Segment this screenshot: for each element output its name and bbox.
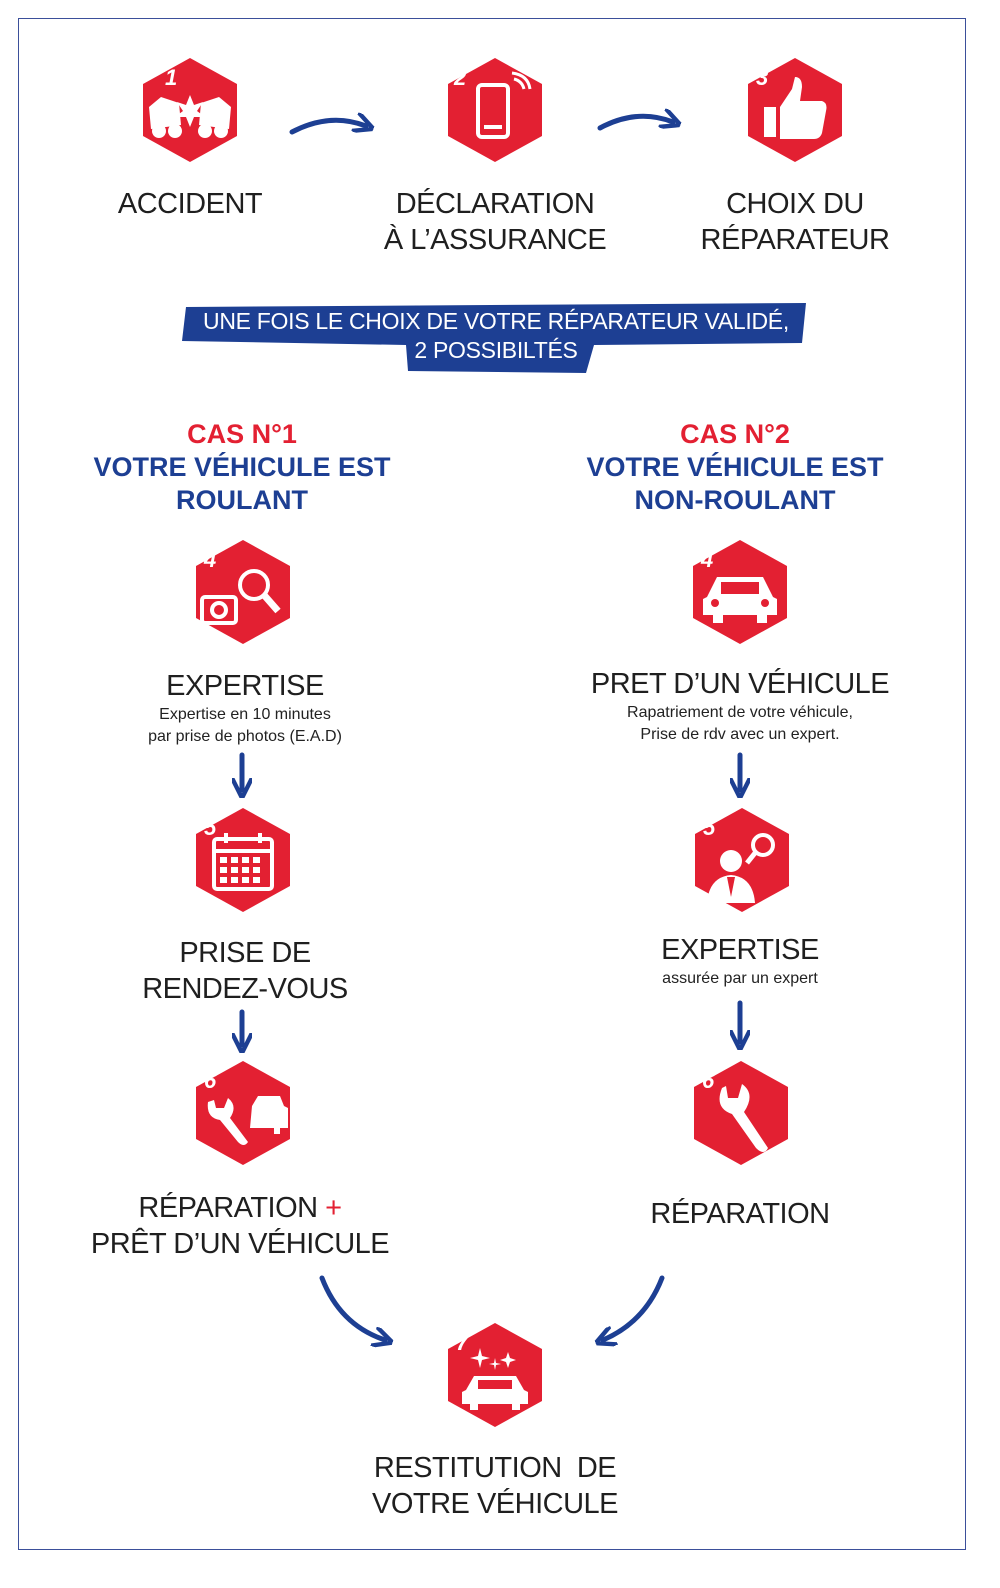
case1-step6-reparation-pret [188, 1058, 298, 1168]
label-case2-pret: PRET D’UN VÉHICULE [590, 668, 890, 700]
case2-step5-expertise [687, 805, 797, 915]
case1-step4-expertise [188, 537, 298, 647]
label-accident: ACCIDENT [117, 188, 263, 220]
arrow-c2-to-7 [603, 1278, 662, 1340]
label-case2-expertise: EXPERTISE [661, 934, 819, 966]
label-declaration: DÉCLARATION À L’ASSURANCE [383, 188, 607, 256]
svg-text:5: 5 [204, 815, 217, 840]
arrow-2-to-3 [600, 116, 673, 128]
svg-text:6: 6 [702, 1068, 715, 1093]
possibilities-banner [182, 303, 810, 373]
svg-text:4: 4 [204, 547, 217, 572]
banner-line-2: 2 POSSIBILTÉS [414, 337, 578, 363]
case-1-header: CAS N°1 VOTRE VÉHICULE EST ROULANT [93, 419, 391, 515]
step-number: 1 [165, 65, 178, 90]
label-case1-rendez-vous: PRISE DE RENDEZ-VOUS [142, 937, 348, 1005]
svg-text:5: 5 [703, 815, 716, 840]
case1-step5-rendez-vous [188, 805, 298, 915]
step-accident [135, 55, 245, 165]
step-choix-reparateur [740, 55, 850, 165]
banner-line-1: UNE FOIS LE CHOIX DE VOTRE RÉPARATEUR VALIDÉ, [203, 308, 789, 334]
svg-text:2: 2 [454, 65, 467, 90]
step-restitution [440, 1320, 550, 1430]
case2-step4-pret-vehicule [685, 537, 795, 647]
label-choix: CHOIX DU RÉPARATEUR [700, 188, 890, 256]
svg-text:4: 4 [701, 547, 714, 572]
case2-pret-description: Rapatriement de votre véhicule, Prise de rdv avec un expert. [627, 704, 853, 743]
svg-text:6: 6 [204, 1068, 217, 1093]
arrow-1-to-2 [292, 120, 366, 132]
case2-step6-reparation [686, 1058, 796, 1168]
case-2-header: CAS N°2 VOTRE VÉHICULE EST NON-ROULANT [586, 419, 884, 515]
case2-expertise-description: assurée par un expert [662, 970, 818, 987]
case1-expertise-description: Expertise en 10 minutes par prise de photos (E.A.D) [148, 706, 342, 745]
label-restitution: RESTITUTION DE VOTRE VÉHICULE [372, 1452, 618, 1520]
label-case1-reparation: RÉPARATION + PRÊT D’UN VÉHICULE [90, 1192, 390, 1260]
step-declaration [440, 55, 550, 165]
label-case1-expertise: EXPERTISE [166, 670, 324, 702]
arrow-c1-to-7 [322, 1278, 385, 1340]
label-case2-reparation: RÉPARATION [650, 1198, 830, 1230]
svg-text:3: 3 [756, 65, 769, 90]
svg-text:7: 7 [456, 1330, 469, 1355]
